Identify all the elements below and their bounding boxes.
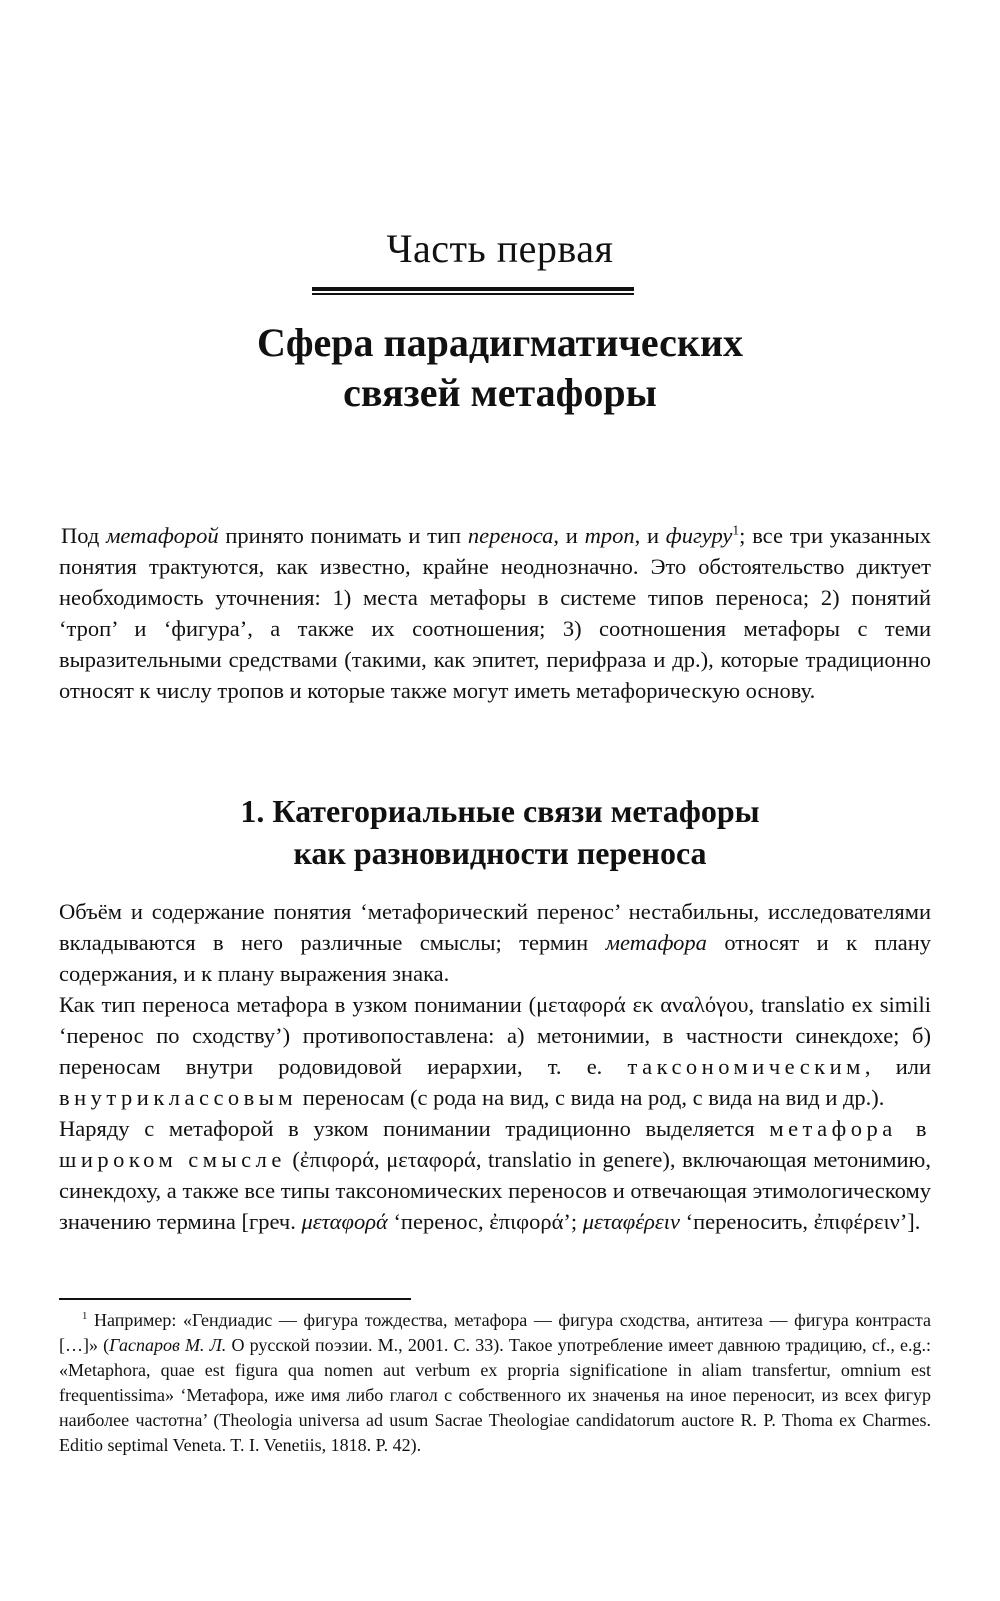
intro-text: Под [61, 523, 107, 548]
intro-term-trope: троп [584, 523, 635, 548]
footnote-reference[interactable]: 1 [732, 522, 740, 538]
intro-paragraph [59, 520, 931, 706]
intro-text: , и [634, 523, 666, 548]
spaced-term-taxonomic: таксономическим [627, 1054, 865, 1079]
intro-term-transfer: переноса [467, 523, 554, 548]
spaced-term-intraclass: внутриклассовым [59, 1085, 298, 1110]
intro-text: ; все три указанных понятия трактуются, как известно, крайне неоднозначно. Это обстоятельство диктует необходимость уточнения: 1) места метафоры в системе типов переноса; 2) понятий ‘троп’ и ‘фигура’, а также их соотношения; 3) соотношения метафоры с теми выразительными средствами (такими, как эпитет, перифраза и др.), которые традиционно относят к числу тропов и которые также могут иметь метафорическую основу. [59, 523, 932, 703]
intro-term-figure: фигуру [665, 523, 733, 548]
chapter-title-line-2: связей метафоры [343, 370, 657, 415]
footnote-separator [59, 1298, 411, 1300]
intro-term-metaphor: метафорой [106, 523, 219, 548]
section-title-line-1: 1. Категориальные связи метафоры [240, 793, 760, 829]
part-title-rule [312, 287, 634, 296]
section-title [0, 790, 1000, 874]
intro-text: , и [553, 523, 585, 548]
footnote-1: $^1$ Например: «Гендиадис — фигура тождества, метафора — фигура сходства, антитеза — фигура контраста […]» (Гаспаров М. Л. О русской поэзии. М., 2001. С. 33). Такое употребление имеет давнюю традицию, cf., e.g.: «Metaphora, quae est figura qua nomen aut verbum ex propria significatione in aliam transfertur, omnium est frequentissima» ‘Метафора, иже имя либо глагол с собственного их значенья на иное переносит, из всех фигур наиболее частотна’ (Theologia universa ad usum Sacrae Theologiae candidatorum auctore R. P. Thoma ex Charmes. Editio septimal Veneta. T. I. Venetiis, 1818. P. 42). [59, 1310, 932, 1455]
section-body [59, 896, 931, 1237]
body-paragraph-1: Объём и содержание понятия ‘метафорический перенос’ нестабильны, исследователями вкладываются в него различные смыслы; термин метафора относят и к плану содержания, и к плану выражения знака. [59, 899, 931, 986]
part-title: Часть первая [386, 226, 614, 271]
footnote-author: Гаспаров М. Л. [109, 1335, 227, 1355]
body-paragraph-3: Наряду с метафорой в узком понимании традиционно выделяется метафора в широком смысле (ἐπιφορά, μεταφορά, translatio in genere), включающая метонимию, синекдоху, а также все типы таксономических переносов и отвечающая этимологическому значению термина [греч. μεταφορά ‘перенос, ἐπιφορά’; μεταφέρειν ‘переносить, ἐπιφέρειν’]. [59, 1116, 931, 1234]
section-title-line-2: как разновидности переноса [293, 835, 707, 871]
intro-text: принято понимать и тип [218, 523, 468, 548]
chapter-title-line-1: Сфера парадигматических [256, 320, 744, 365]
greek-term-metapherein: μεταφέρειν [582, 1209, 681, 1234]
chapter-title [0, 318, 1000, 418]
greek-term-metaphora: μεταφορά [301, 1209, 388, 1234]
term-metaphor: метафора [605, 930, 707, 955]
footnote-mark: 1 [82, 1310, 88, 1322]
spaced-term-broad-metaphor: метафора в широком смысле [59, 1116, 931, 1172]
body-paragraph-2: Как тип переноса метафора в узком понимании (μεταφορά εκ αναλόγου, translatio ex simili ‘перенос по сходству’) противопоставлена: а) метонимии, в частности синекдохе; б) переносам внутри родовидовой иерархии, т. е. таксономическим, или внутриклассовым переносам (с рода на вид, с вида на род, с вида на вид и др.). [59, 992, 931, 1110]
